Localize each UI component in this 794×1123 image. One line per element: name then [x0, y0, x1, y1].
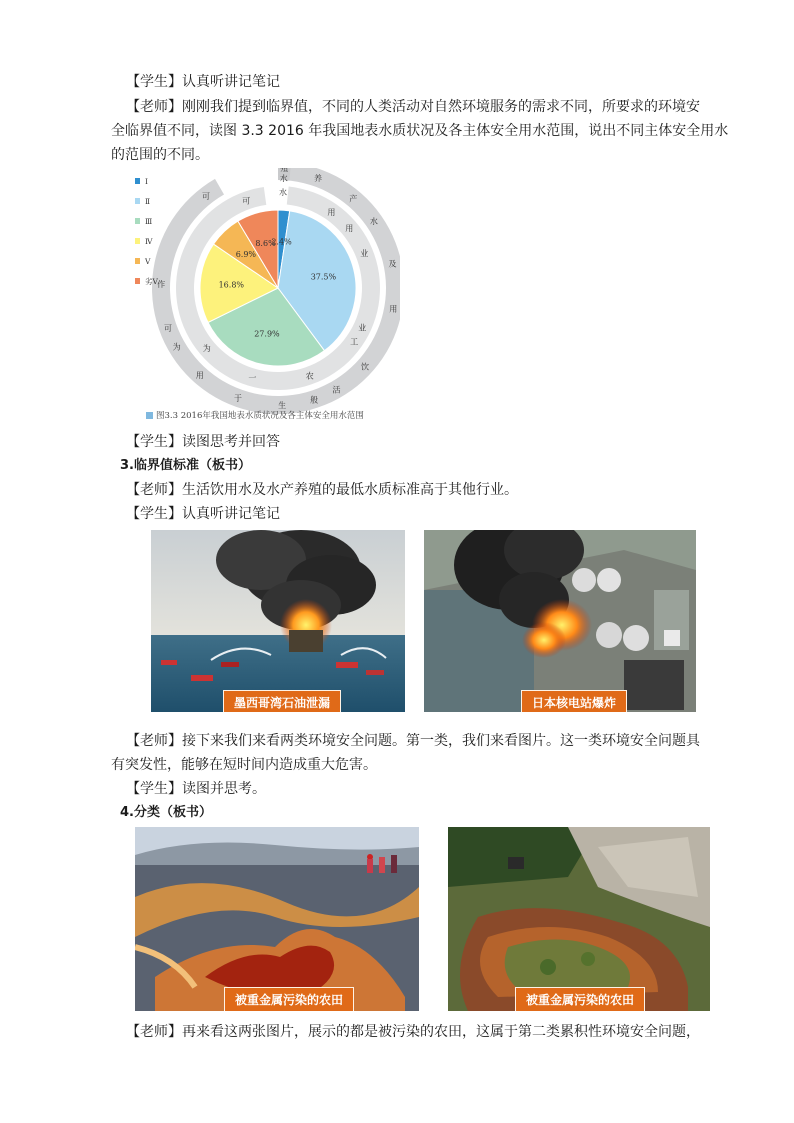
student-note-4: 【学生】读图并思考。 [126, 781, 266, 797]
chart-title: 图3.3 2016年我国地表水质状况及各主体安全用水范围 [156, 411, 364, 421]
photo-polluted-farmland-1 [135, 827, 419, 1011]
ring-char: 活 [332, 385, 341, 395]
slice-value-label-4: 16.8% [218, 280, 245, 290]
legend-swatch-4 [135, 238, 140, 244]
teacher-para-2: 【老师】生活饮用水及水产养殖的最低水质标准高于其他行业。 [126, 482, 518, 498]
ring-char: 用 [327, 207, 336, 217]
pie-chart-svg [130, 168, 400, 428]
ring-char: 用 [389, 304, 398, 314]
ring-char: 产 [349, 194, 358, 204]
polluted-farmland-1-image [135, 827, 419, 1011]
ring-char: 一 [248, 373, 257, 383]
ring-char: 及 [388, 259, 397, 269]
photo3-caption: 被重金属污染的农田 [224, 987, 354, 1011]
photo-gulf-oil-spill [151, 530, 405, 712]
ring-char: 可 [164, 324, 173, 334]
ring-char: 生 [278, 400, 287, 410]
ring-char: 为 [172, 342, 181, 352]
ring-char: 水 [369, 216, 378, 226]
ring-char: 为 [202, 343, 211, 353]
teacher-para-1-line-1: 【老师】刚刚我们提到临界值，不同的人类活动对自然环境服务的需求不同，所要求的环境安 [126, 99, 700, 115]
photo1-caption: 墨西哥湾石油泄漏 [223, 690, 341, 712]
legend-label-4: Ⅳ [145, 237, 153, 246]
caption-marker-icon [146, 412, 153, 419]
legend-swatch-3 [135, 218, 140, 224]
slice-value-label-1: 2.4% [271, 237, 292, 247]
ring-char: 业 [360, 249, 369, 259]
teacher-para-1-line-2: 全临界值不同，读图 3.3 2016 年我国地表水质状况及各主体安全用水范围，说出不同主体安全用水 [111, 123, 729, 139]
slice-value-label-6: 8.6% [255, 238, 276, 248]
water-quality-chart [130, 168, 400, 428]
legend-label-2: Ⅱ [145, 197, 151, 206]
teacher-para-3-line-1: 【老师】接下来我们来看两类环境安全问题。第一类，我们来看图片。这一类环境安全问题具 [126, 733, 700, 749]
teacher-para-3-line-2: 有突发性，能够在短时间内造成重大危害。 [111, 757, 377, 773]
ring-char: 用 [345, 224, 354, 234]
slice-value-label-2: 37.5% [310, 272, 337, 282]
legend-swatch-5 [135, 258, 140, 264]
photo-polluted-farmland-2 [448, 827, 710, 1011]
ring-char: 殖 [280, 168, 289, 174]
photo4-caption: 被重金属污染的农田 [515, 987, 645, 1011]
student-note-3: 【学生】认真听讲记笔记 [126, 506, 280, 522]
teacher-para-4: 【老师】再来看这两张图片，展示的都是被污染的农田，这属于第二类累积性环境安全问题， [126, 1024, 700, 1040]
ring-char: 业 [358, 323, 367, 333]
student-note-2: 【学生】读图思考并回答 [126, 434, 280, 450]
legend-swatch-1 [135, 178, 140, 184]
ring-char: 般 [310, 395, 319, 405]
ring-char: 水 [279, 174, 288, 184]
polluted-farmland-2-image [448, 827, 710, 1011]
ring-char: 饮 [360, 362, 369, 372]
ring-char: 工 [350, 337, 359, 347]
heading-classification: 4.分类（板书） [120, 805, 212, 820]
nuclear-plant-image [424, 530, 696, 712]
ring-char: 作 [157, 279, 166, 289]
chart-caption [146, 410, 364, 422]
ring-char: 可 [242, 196, 251, 206]
photo2-caption: 日本核电站爆炸 [521, 690, 627, 712]
ring-char: 水 [279, 188, 288, 198]
oil-spill-image [151, 530, 405, 712]
legend-label-1: Ⅰ [145, 177, 148, 186]
ring-char: 于 [233, 393, 242, 403]
ring-char: 用 [195, 370, 204, 380]
legend-swatch-2 [135, 198, 140, 204]
photo-japan-nuclear-explosion [424, 530, 696, 712]
teacher-para-1-line-3: 的范围的不同。 [111, 147, 209, 163]
legend-label-5: Ⅴ [145, 257, 151, 266]
ring-char: 可 [201, 191, 210, 201]
heading-critical-standard: 3.临界值标准（板书） [120, 458, 251, 473]
slice-value-label-3: 27.9% [254, 329, 280, 339]
legend-label-6: 劣Ⅴ [145, 277, 158, 286]
ring-char: 养 [314, 174, 323, 184]
ring-char: 农 [305, 371, 314, 381]
legend-swatch-6 [135, 278, 140, 284]
slice-value-label-5: 6.9% [235, 249, 257, 259]
legend-label-3: Ⅲ [145, 217, 153, 226]
student-note-1: 【学生】认真听讲记笔记 [126, 74, 280, 90]
